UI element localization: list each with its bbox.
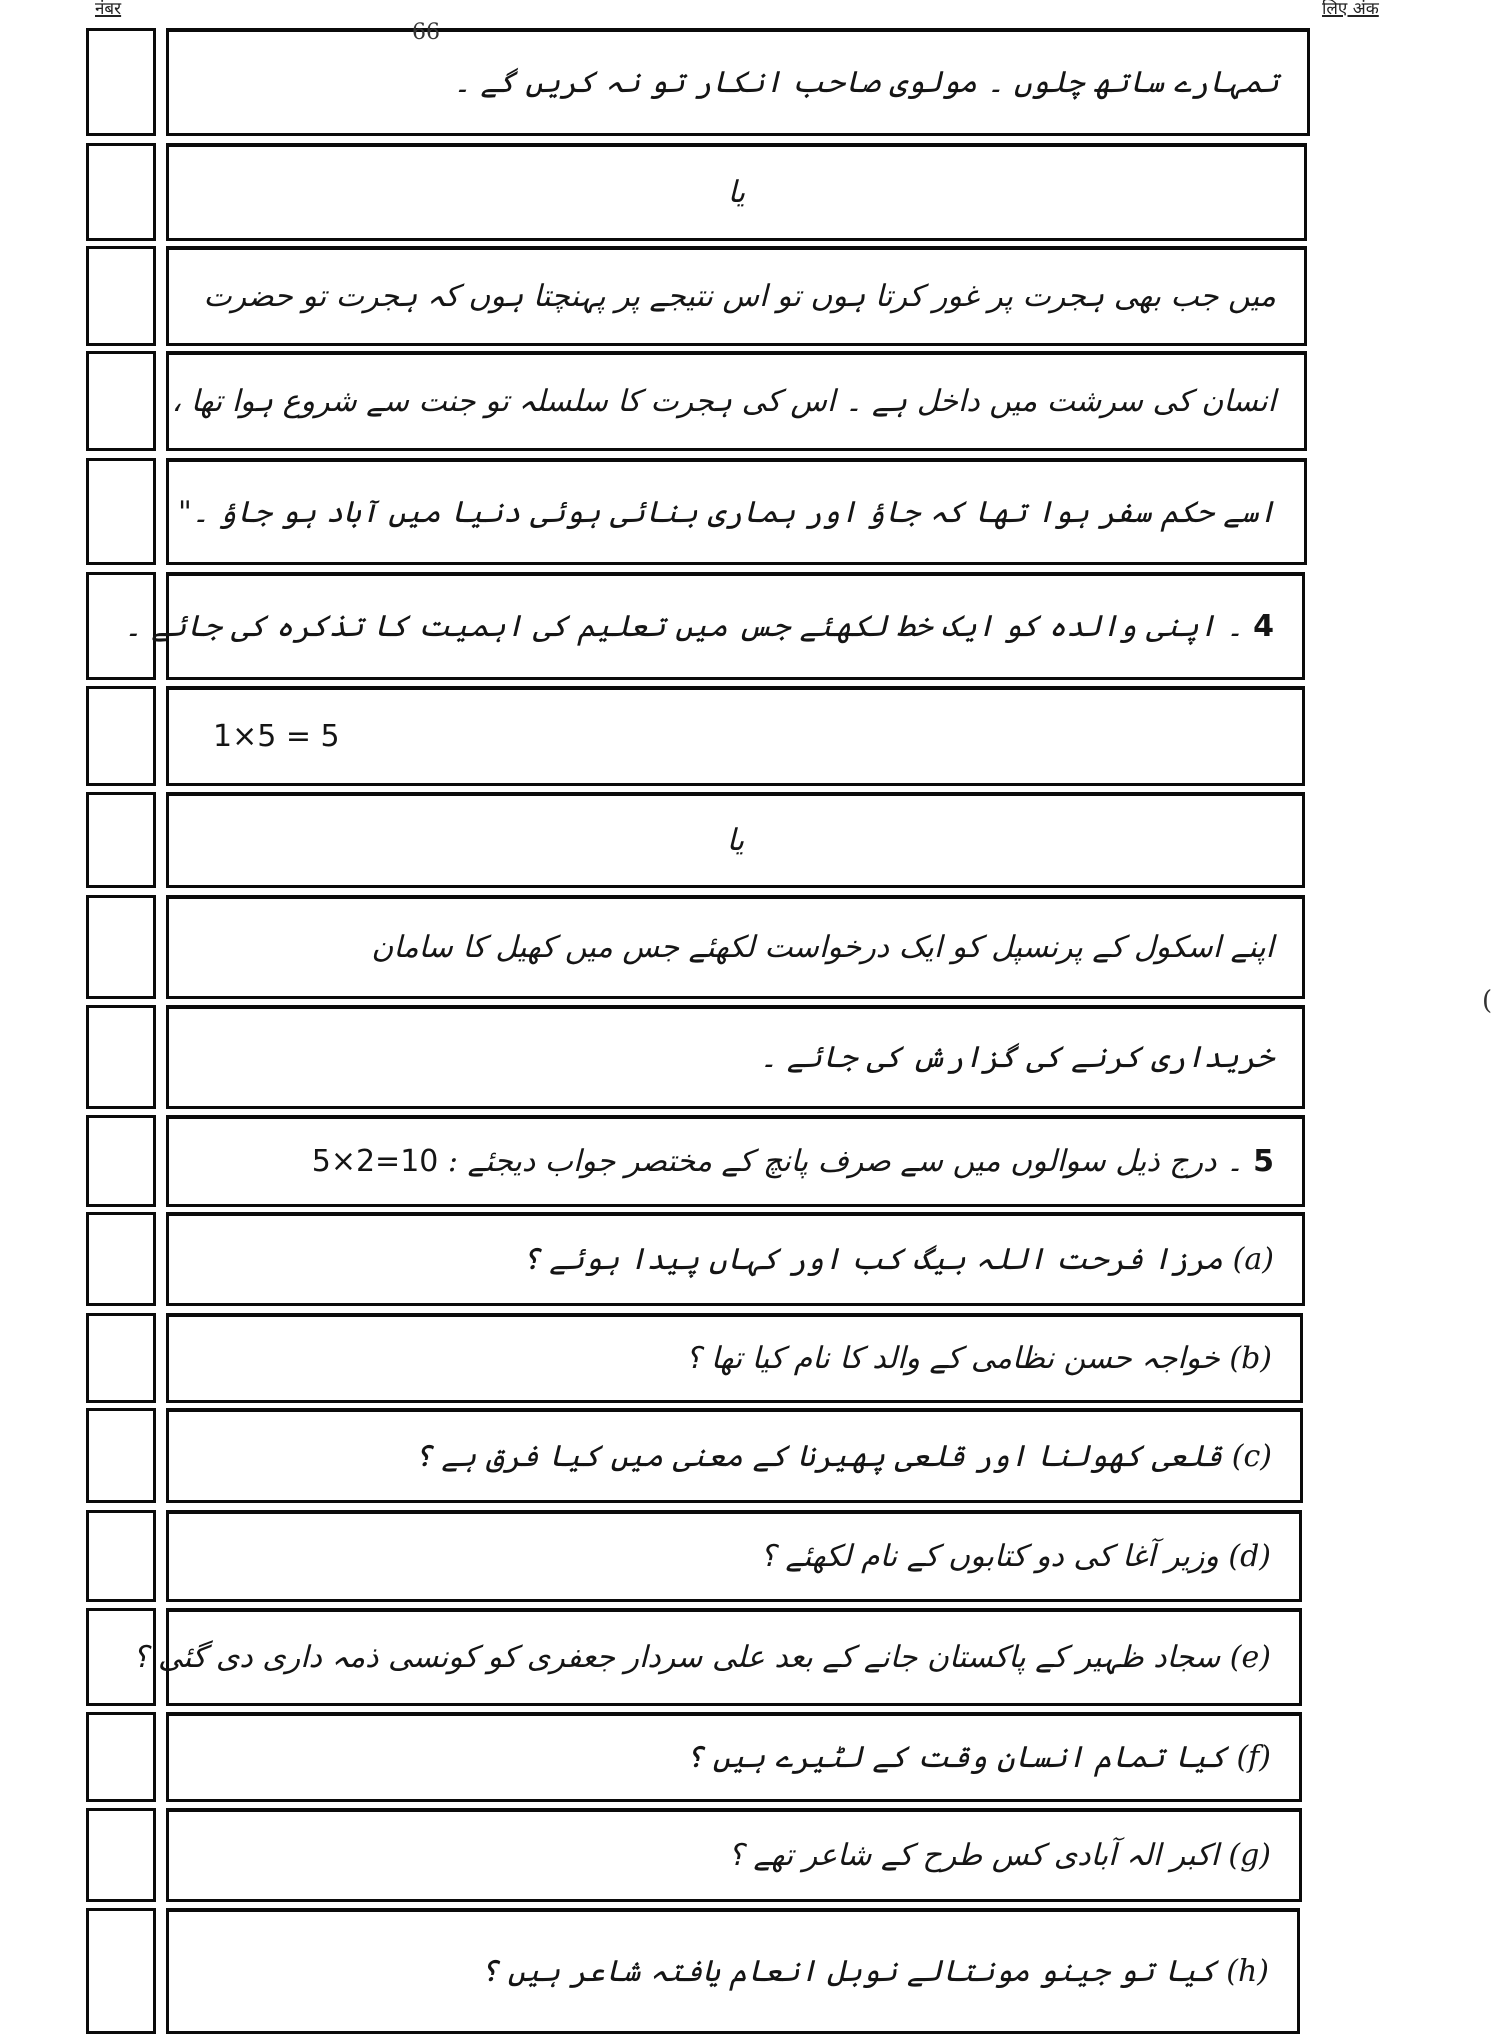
answer-row bbox=[0, 1005, 1505, 1109]
handwritten-line: ۔ درج ذیل سوالوں میں سے صرف پانچ کے مختصر جواب دیجئے : bbox=[447, 1144, 1244, 1179]
quote-mark-annotation: 66 bbox=[412, 20, 440, 45]
marks-box[interactable] bbox=[86, 1510, 156, 1602]
text-box bbox=[166, 1808, 1302, 1902]
marks-box[interactable] bbox=[86, 1005, 156, 1109]
marks-box[interactable] bbox=[86, 792, 156, 888]
marks-box[interactable] bbox=[86, 1712, 156, 1802]
text-box bbox=[166, 1712, 1302, 1802]
text-box bbox=[166, 1115, 1305, 1207]
answer-row bbox=[0, 458, 1505, 565]
answer-row bbox=[0, 246, 1505, 346]
marks-box[interactable] bbox=[86, 1408, 156, 1503]
marks-box[interactable] bbox=[86, 1808, 156, 1902]
text-box bbox=[166, 458, 1307, 565]
text-box bbox=[166, 686, 1305, 786]
handwritten-line: اپنے اسکول کے پرنسپل کو ایک درخواست لکھئے جس میں کھیل کا سامان bbox=[371, 930, 1274, 965]
answer-row bbox=[0, 1808, 1505, 1902]
answer-row bbox=[0, 1908, 1505, 2034]
answer-row bbox=[0, 1313, 1505, 1403]
header-right-label: लिए अंक bbox=[1322, 0, 1379, 19]
marks-box[interactable] bbox=[86, 458, 156, 565]
marks-box[interactable] bbox=[86, 1115, 156, 1207]
header-left-label: नंबर bbox=[95, 0, 122, 19]
handwritten-line: (a) مرزا فرحت اللہ بیگ کب اور کہاں پیدا ہوئے ؟ bbox=[522, 1242, 1274, 1277]
handwritten-line: (h) کیا تو جینو مونتالے نوبل انعام یافتہ شاعر ہیں ؟ bbox=[480, 1954, 1269, 1989]
handwritten-line: انسان کی سرشت میں داخل ہے ۔ اس کی ہجرت کا سلسلہ تو جنت سے شروع ہوا تھا ، bbox=[171, 384, 1276, 419]
text-box bbox=[166, 351, 1307, 451]
marks-formula: 5×2=10 bbox=[311, 1144, 439, 1179]
handwritten-line: میں جب بھی ہجرت پر غور کرتا ہوں تو اس نتیجے پر پہنچتا ہوں کہ ہجرت تو حضرت bbox=[203, 279, 1276, 314]
answer-row bbox=[0, 1408, 1505, 1503]
text-box bbox=[166, 792, 1305, 888]
marks-box[interactable] bbox=[86, 143, 156, 241]
answer-row bbox=[0, 143, 1505, 241]
text-box bbox=[166, 1408, 1303, 1503]
handwritten-line: (f) کیا تمام انسان وقت کے لٹیرے ہیں ؟ bbox=[685, 1740, 1271, 1775]
answer-row bbox=[0, 572, 1505, 680]
handwritten-line: تمہارے ساتھ چلوں ۔ مولوی صاحب انکار تو نہ کریں گے ۔ bbox=[453, 65, 1279, 100]
answer-row bbox=[0, 686, 1505, 786]
marks-box[interactable] bbox=[86, 246, 156, 346]
handwritten-line: اسے حکم سفر ہوا تھا کہ جاؤ اور ہماری بنائی ہوئی دنیا میں آباد ہو جاؤ ۔" bbox=[177, 494, 1276, 530]
answer-row bbox=[0, 1608, 1505, 1706]
or-separator: یا bbox=[726, 823, 745, 858]
text-box bbox=[124, 572, 1305, 680]
question-number: 4 bbox=[1253, 609, 1274, 644]
answer-row bbox=[0, 792, 1505, 888]
text-box bbox=[166, 1908, 1300, 2034]
answer-row bbox=[0, 351, 1505, 451]
text-box bbox=[166, 1212, 1305, 1306]
question-number: 5 bbox=[1253, 1144, 1274, 1179]
handwritten-line: (c) قلعی کھولنا اور قلعی پھیرنا کے معنی میں کیا فرق ہے ؟ bbox=[414, 1438, 1272, 1474]
handwritten-line: ۔ اپنی والدہ کو ایک خط لکھئے جس میں تعلیم کی اہمیت کا تذکرہ کی جائے ۔ bbox=[124, 609, 1244, 644]
text-box bbox=[166, 246, 1307, 346]
margin-mark-annotation: ( bbox=[1482, 986, 1493, 1016]
text-box bbox=[166, 28, 1310, 136]
answer-row bbox=[0, 895, 1505, 999]
handwritten-line: (d) وزیر آغا کی دو کتابوں کے نام لکھئے ؟ bbox=[759, 1539, 1271, 1574]
marks-box[interactable] bbox=[86, 1908, 156, 2034]
handwritten-line: (g) اکبر الہ آبادی کس طرح کے شاعر تھے ؟ bbox=[727, 1838, 1271, 1873]
marks-box[interactable] bbox=[86, 895, 156, 999]
marks-box[interactable] bbox=[86, 1212, 156, 1306]
text-box bbox=[166, 1313, 1303, 1403]
answer-row bbox=[0, 1712, 1505, 1802]
or-separator: یا bbox=[727, 175, 746, 210]
marks-box[interactable] bbox=[86, 28, 156, 136]
text-box bbox=[166, 1510, 1302, 1602]
text-box bbox=[166, 143, 1307, 241]
marks-box[interactable] bbox=[86, 686, 156, 786]
answer-row bbox=[0, 1115, 1505, 1207]
handwritten-line: خریداری کرنے کی گزارش کی جائے ۔ bbox=[759, 1040, 1274, 1075]
text-box bbox=[166, 1005, 1305, 1109]
handwritten-line: 1×5 = 5 bbox=[213, 719, 340, 754]
handwritten-line: (e) سجاد ظہیر کے پاکستان جانے کے بعد علی سردار جعفری کو کونسی ذمہ داری دی گئی ؟ bbox=[132, 1640, 1271, 1675]
answer-row bbox=[0, 1510, 1505, 1602]
answer-row bbox=[0, 1212, 1505, 1306]
marks-box[interactable] bbox=[86, 351, 156, 451]
text-box bbox=[132, 1608, 1302, 1706]
text-box bbox=[166, 895, 1305, 999]
marks-box[interactable] bbox=[86, 1313, 156, 1403]
handwritten-line: (b) خواجہ حسن نظامی کے والد کا نام کیا تھا ؟ bbox=[685, 1341, 1272, 1376]
answer-row bbox=[0, 28, 1505, 136]
